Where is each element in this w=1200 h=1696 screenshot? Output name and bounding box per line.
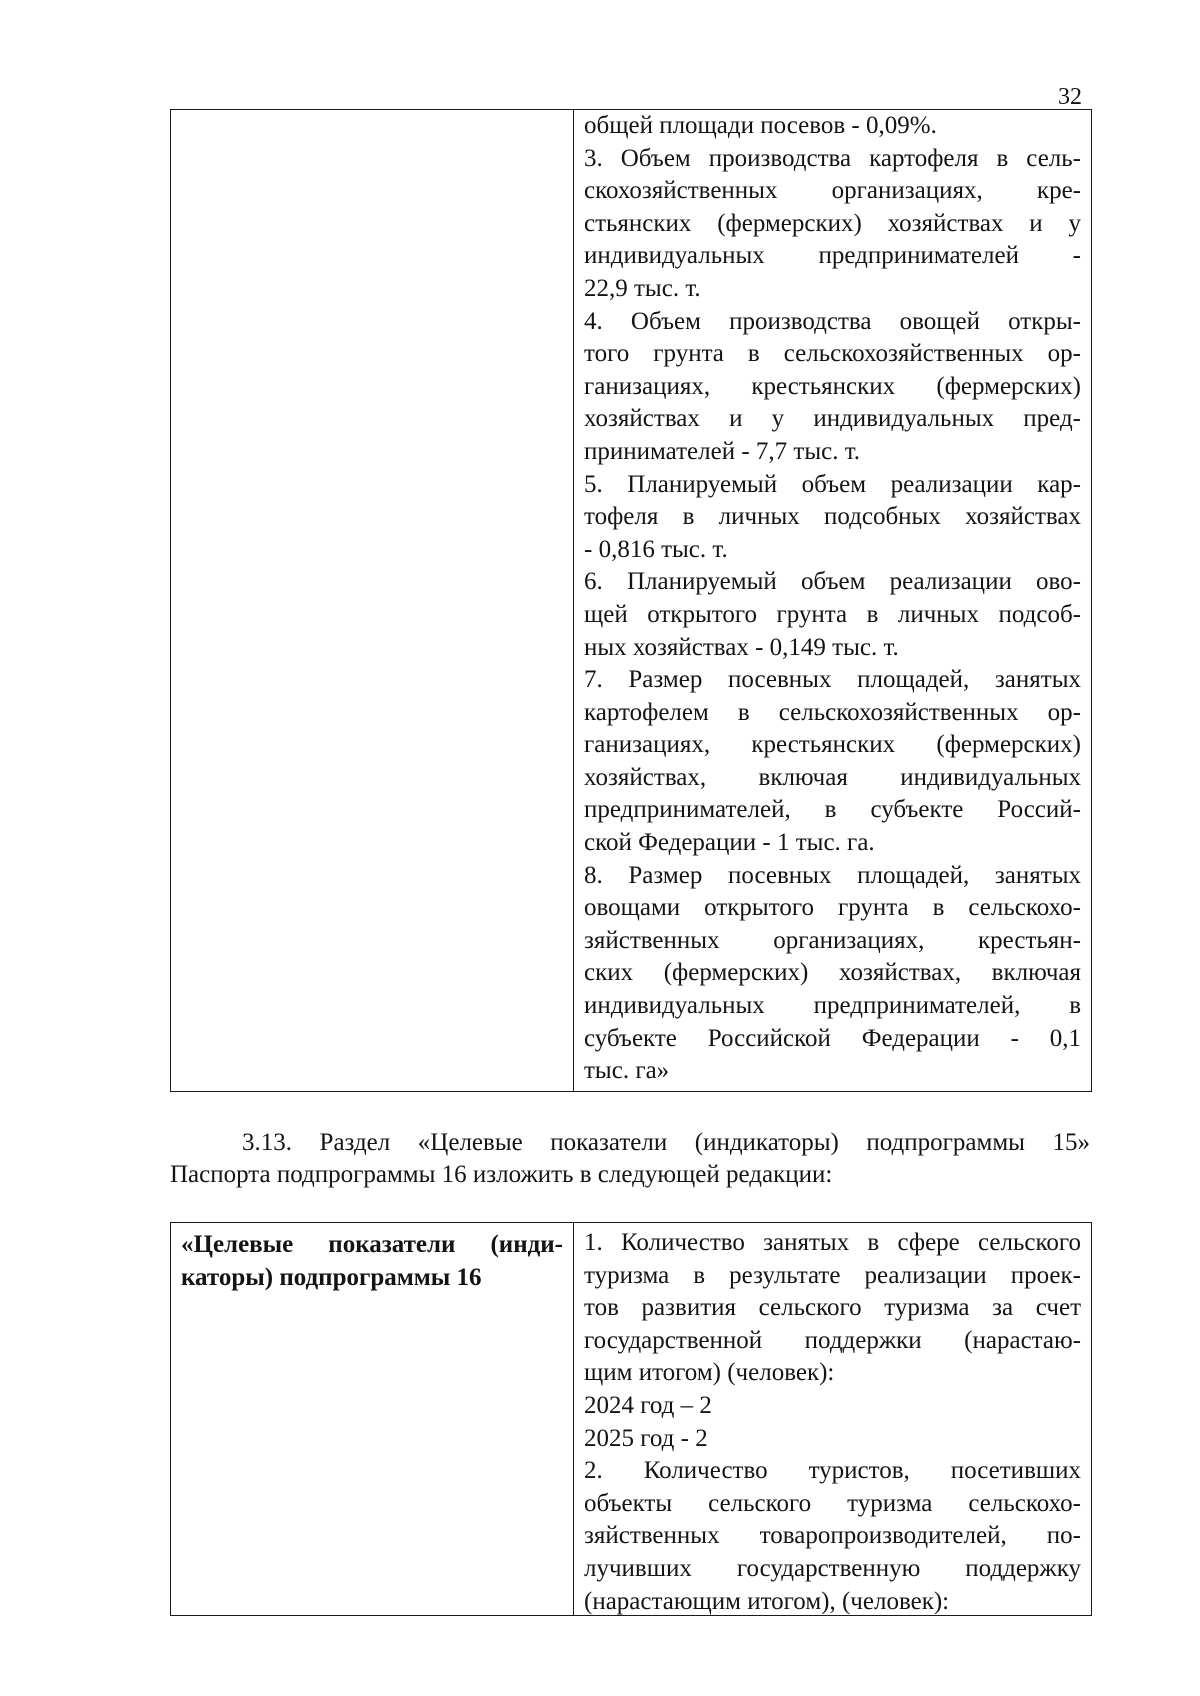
table1-line: щей открытого грунта в личных подсоб-: [584, 600, 1081, 628]
table1-line: ных хозяйствах - 0,149 тыс. т.: [584, 633, 899, 661]
indicators-table-continued: [170, 109, 1092, 1092]
amendment-paragraph: [170, 1127, 1090, 1191]
table1-line: зяйственных организациях, крестьян-: [584, 926, 1081, 954]
table1-right-cell: [574, 110, 1091, 1091]
table1-line: скохозяйственных организациях, кре-: [584, 177, 1081, 205]
table1-line: принимателей - 7,7 тыс. т.: [584, 437, 861, 465]
table1-line: тыс. га»: [584, 1057, 670, 1085]
table1-line: ской Федерации - 1 тыс. га.: [584, 829, 875, 857]
table2-line: тов развития сельского туризма за счет: [584, 1294, 1081, 1322]
table2-line: (нарастающим итогом), (человек):: [584, 1587, 950, 1615]
table1-line: того грунта в сельскохозяйственных ор-: [584, 340, 1081, 368]
table2-left-line: «Целевые показатели (инди-: [181, 1231, 563, 1258]
table1-line: ганизациях, крестьянских (фермерских): [584, 731, 1081, 759]
table1-line: 8. Размер посевных площадей, занятых: [584, 861, 1081, 889]
table2-line: 2024 год – 2: [584, 1391, 712, 1419]
table1-line: предпринимателей, в субъекте Россий-: [584, 796, 1081, 824]
table1-line: 22,9 тыс. т.: [584, 274, 701, 302]
page-number: 32: [1058, 84, 1082, 110]
table2-line: 1. Количество занятых в сфере сельского: [584, 1229, 1081, 1256]
indicators-table-16: [170, 1222, 1092, 1616]
table2-line: 2. Количество туристов, посетивших: [584, 1457, 1081, 1485]
table1-line: 5. Планируемый объем реализации кар-: [584, 470, 1081, 498]
table2-line: 2025 год - 2: [584, 1424, 708, 1452]
table1-line: стьянских (фермерских) хозяйствах и у: [584, 209, 1081, 237]
table1-line: тофеля в личных подсобных хозяйствах: [584, 503, 1081, 531]
table1-left-cell: [171, 110, 574, 1091]
table1-line: 3. Объем производства картофеля в сель-: [584, 144, 1081, 172]
table2-line: зяйственных товаропроизводителей, по-: [584, 1522, 1081, 1550]
table1-line: 7. Размер посевных площадей, занятых: [584, 666, 1081, 694]
table1-line: овощами открытого грунта в сельскохо-: [584, 894, 1081, 922]
table2-right-cell: [574, 1223, 1091, 1615]
table1-line: хозяйствах, включая индивидуальных: [584, 763, 1081, 791]
paragraph-line-1: 3.13. Раздел «Целевые показатели (индикаторы) подпрограммы 15»: [242, 1129, 1090, 1156]
table2-line: щим итогом) (человек):: [584, 1359, 835, 1387]
table1-line: - 0,816 тыс. т.: [584, 535, 728, 563]
table2-left-line: каторы) подпрограммы 16: [181, 1263, 482, 1291]
table1-line: ганизациях, крестьянских (фермерских): [584, 372, 1081, 400]
table2-line: лучивших государственную поддержку: [584, 1554, 1081, 1582]
table1-line: ских (фермерских) хозяйствах, включая: [584, 959, 1081, 987]
table2-left-cell: [171, 1223, 574, 1615]
table2-line: объекты сельского туризма сельскохо-: [584, 1489, 1081, 1517]
paragraph-line-2: Паспорта подпрограммы 16 изложить в следующей редакции:: [170, 1161, 833, 1188]
table1-line: общей площади посевов - 0,09%.: [584, 112, 937, 139]
table1-line: картофелем в сельскохозяйственных ор-: [584, 698, 1081, 726]
table1-line: 6. Планируемый объем реализации ово-: [584, 568, 1081, 596]
table1-line: субъекте Российской Федерации - 0,1: [584, 1024, 1081, 1052]
table1-line: индивидуальных предпринимателей -: [584, 242, 1081, 270]
table1-line: 4. Объем производства овощей откры-: [584, 307, 1081, 335]
table2-line: государственной поддержки (нарастаю-: [584, 1326, 1081, 1354]
table1-line: индивидуальных предпринимателей, в: [584, 992, 1081, 1020]
table2-line: туризма в результате реализации проек-: [584, 1261, 1081, 1289]
table1-line: хозяйствах и у индивидуальных пред-: [584, 405, 1081, 433]
